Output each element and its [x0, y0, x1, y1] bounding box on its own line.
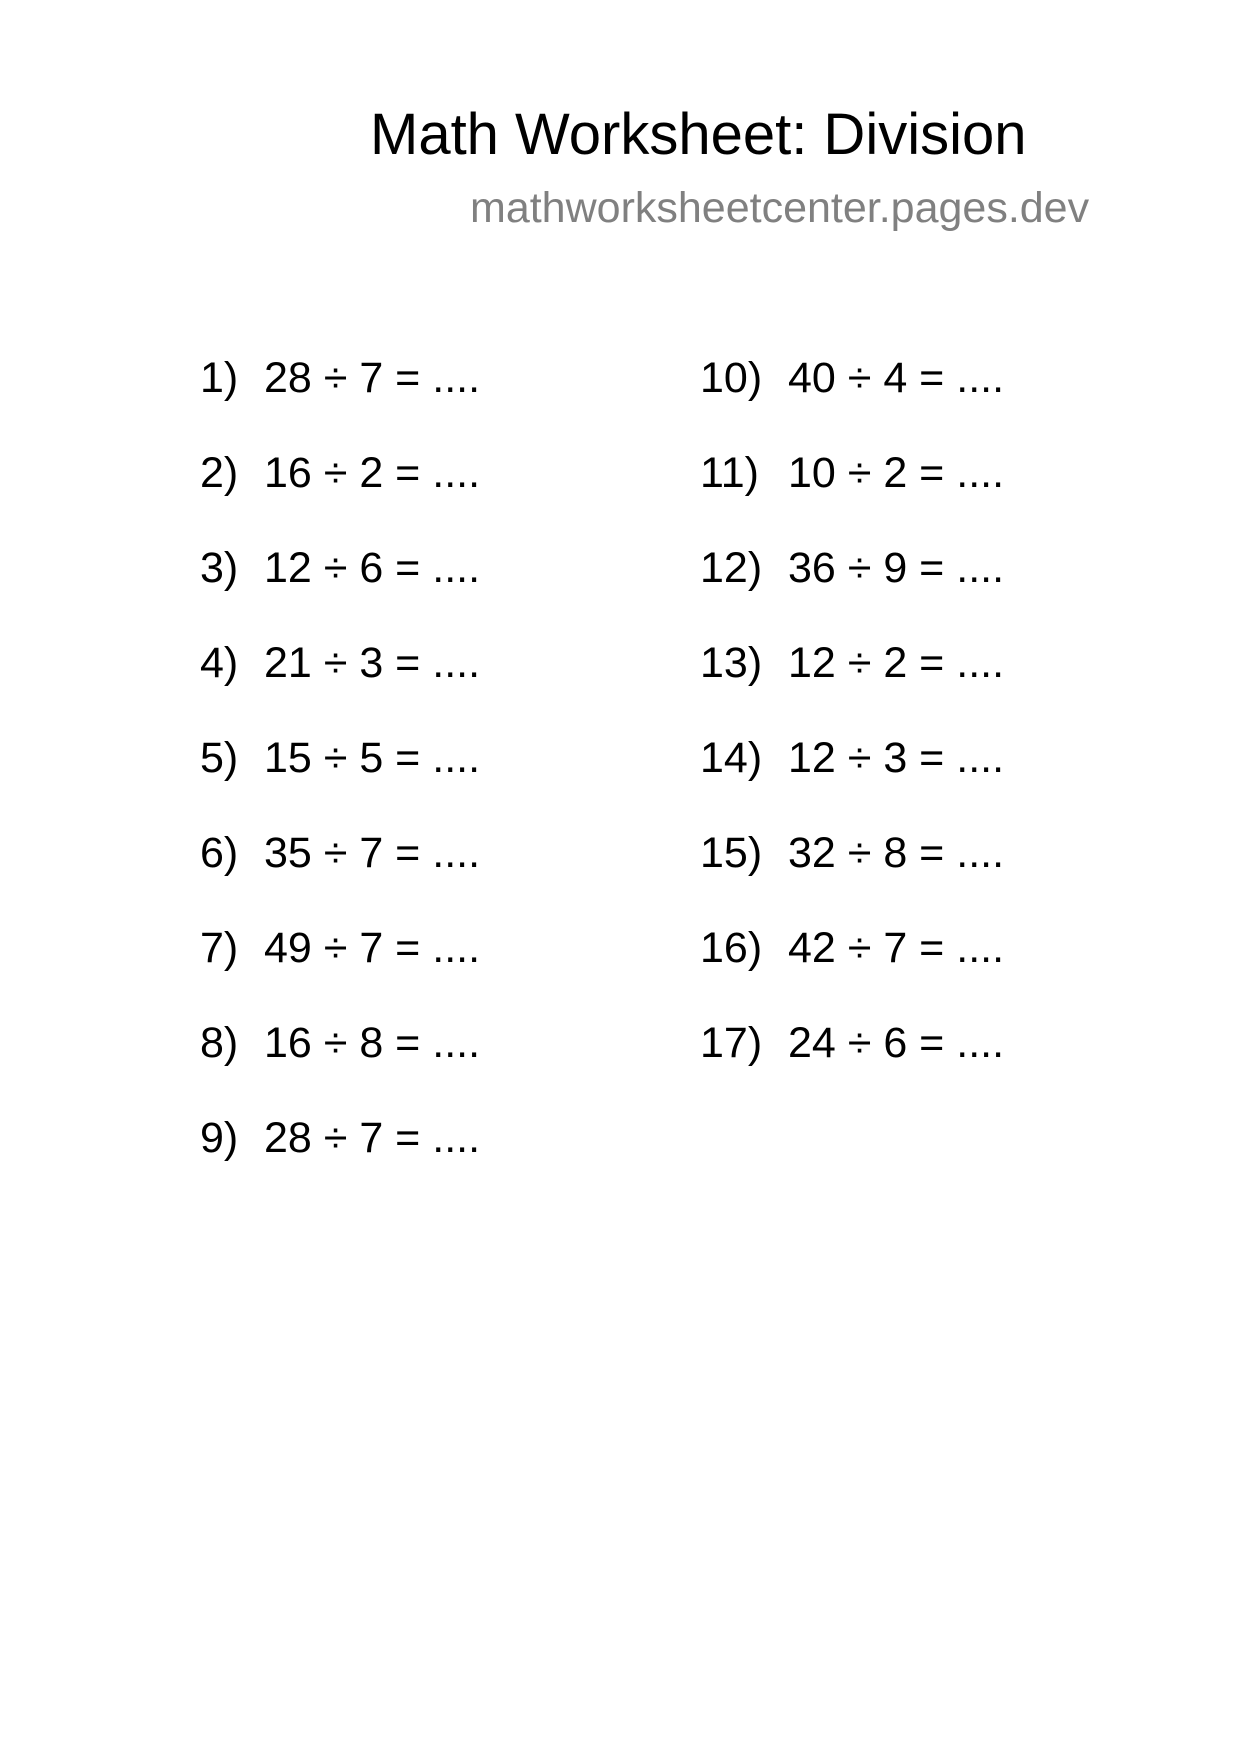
problem-expression: 16 ÷ 8 = .... [264, 1019, 481, 1067]
problem-item [200, 1017, 480, 1112]
problem-expression: 32 ÷ 8 = .... [788, 829, 1005, 877]
problem-item [700, 1017, 1004, 1112]
problem-number: 16) [700, 924, 763, 972]
problem-expression: 12 ÷ 2 = .... [788, 639, 1005, 687]
problem-item [200, 732, 480, 827]
problem-number: 15) [700, 829, 763, 877]
problem-item [700, 352, 1004, 447]
problem-expression: 42 ÷ 7 = .... [788, 924, 1005, 972]
problem-number: 10) [700, 354, 763, 402]
problem-expression: 40 ÷ 4 = .... [788, 354, 1005, 402]
problem-item [200, 637, 480, 732]
problem-expression: 16 ÷ 2 = .... [264, 449, 481, 497]
problem-expression: 49 ÷ 7 = .... [264, 924, 481, 972]
problem-number: 2) [200, 449, 239, 497]
problem-number: 11) [700, 449, 759, 497]
problem-number: 12) [700, 544, 763, 592]
problem-expression: 10 ÷ 2 = .... [788, 449, 1005, 497]
problem-expression: 12 ÷ 6 = .... [264, 544, 481, 592]
problem-item [700, 732, 1004, 827]
problem-expression: 15 ÷ 5 = .... [264, 734, 481, 782]
problem-item [700, 922, 1004, 1017]
problem-item [700, 447, 1004, 542]
problem-expression: 35 ÷ 7 = .... [264, 829, 481, 877]
problem-number: 7) [200, 924, 239, 972]
page-subtitle: mathworksheetcenter.pages.dev [470, 184, 1090, 232]
problem-number: 6) [200, 829, 239, 877]
problem-expression: 28 ÷ 7 = .... [264, 1114, 481, 1162]
problem-column-left [200, 352, 480, 1207]
problem-expression: 28 ÷ 7 = .... [264, 354, 481, 402]
problem-expression: 24 ÷ 6 = .... [788, 1019, 1005, 1067]
problem-number: 13) [700, 639, 763, 687]
problem-number: 17) [700, 1019, 763, 1067]
problem-number: 4) [200, 639, 239, 687]
problem-item [200, 352, 480, 447]
page-title: Math Worksheet: Division [370, 102, 1027, 167]
problem-number: 9) [200, 1114, 239, 1162]
problem-item [200, 447, 480, 542]
problem-expression: 12 ÷ 3 = .... [788, 734, 1005, 782]
problem-item [200, 827, 480, 922]
problem-expression: 21 ÷ 3 = .... [264, 639, 481, 687]
problem-column-right [700, 352, 1004, 1112]
problem-item [700, 542, 1004, 637]
problem-expression: 36 ÷ 9 = .... [788, 544, 1005, 592]
problem-item [200, 922, 480, 1017]
problem-item [700, 827, 1004, 922]
problem-number: 5) [200, 734, 239, 782]
problem-number: 14) [700, 734, 763, 782]
problem-number: 3) [200, 544, 239, 592]
problem-item [200, 542, 480, 637]
problem-number: 1) [200, 354, 239, 402]
problem-number: 8) [200, 1019, 239, 1067]
problem-item [200, 1112, 480, 1207]
problem-item [700, 637, 1004, 732]
